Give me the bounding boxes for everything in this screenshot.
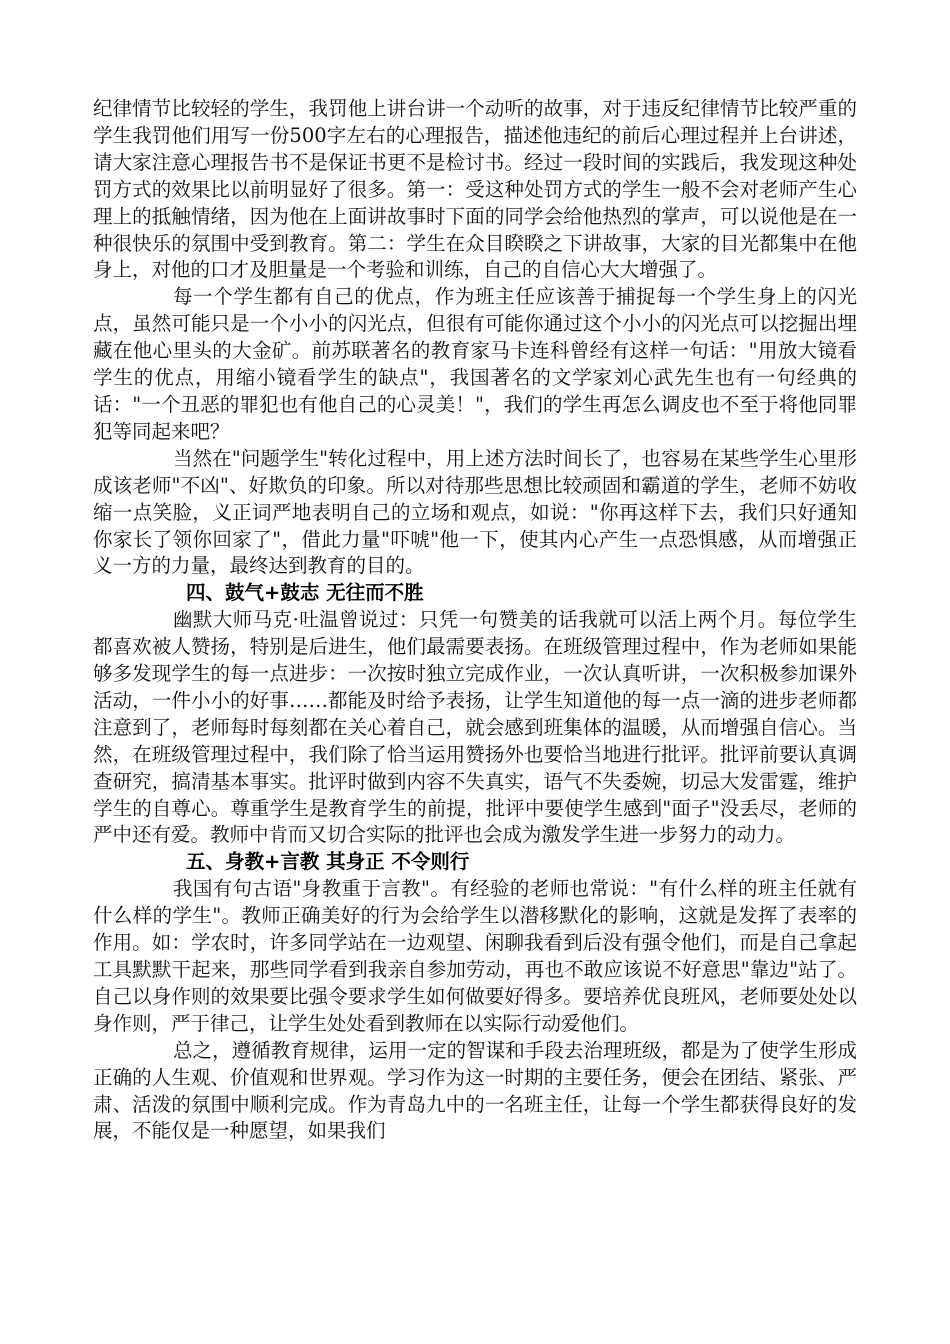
section-heading-4: 四、鼓气+鼓志 无往而不胜 xyxy=(186,581,424,605)
paragraph-5: 我国有句古语"身教重于言教"。有经验的老师也常说："有什么样的班主任就有什么样的学生"。教师正确美好的行为会给学生以潜移默化的影响，这就是发挥了表率的作用。如：学农时，许多同学站在一边观望、闲聊我看到后没有强令他们，而是自己拿起工具默默干起来，那些同学看到我亲自参加劳动，再也不敢应该说不好意思"靠边"站了。自己以身作则的效果要比强令要求学生如何做要好得多。要培养优良班风，老师要处处以身作则，严于律己，让学生处处看到教师在以实际行动爱他们。 xyxy=(93,877,857,1035)
paragraph-6: 总之，遵循教育规律，运用一定的智谋和手段去治理班级，都是为了使学生形成正确的人生观、价值观和世界观。学习作为这一时期的主要任务，便会在团结、紧张、严肃、活泼的氛围中顺利完成。作为青岛九中的一名班主任，让每一个学生都获得良好的发展，不能仅是一种愿望，如果我们 xyxy=(93,1038,857,1143)
section-heading-5: 五、身教+言教 其身正 不令则行 xyxy=(186,850,470,874)
paragraph-3: 当然在"问题学生"转化过程中，用上述方法时间长了，也容易在某些学生心里形成该老师"不凶"、好欺负的印象。所以对待那些思想比较顽固和霸道的学生，老师不妨收缩一点笑脸，义正词严地表明自己的立场和观点，如说："你再这样下去，我们只好通知你家长了领你回家了"，借此力量"吓唬"他一下，使其内心产生一点恐惧感，从而增强正义一方的力量，最终达到教育的目的。 xyxy=(93,446,857,578)
paragraph-1: 纪律情节比较轻的学生，我罚他上讲台讲一个动听的故事，对于违反纪律情节比较严重的学生我罚他们用写一份500字左右的心理报告，描述他违纪的前后心理过程并上台讲述，请大家注意心理报告书不是保证书更不是检讨书。经过一段时间的实践后，我发现这种处罚方式的效果比以前明显好了很多。第一：受这种处罚方式的学生一般不会对老师产生心理上的抵触情绪，因为他在上面讲故事时下面的同学会给他热烈的掌声，可以说他是在一种很快乐的氛围中受到教育。第二：学生在众目睽睽之下讲故事，大家的目光都集中在他身上，对他的口才及胆量是一个考验和训练，自己的自信心大大增强了。 xyxy=(93,97,857,282)
paragraph-4: 幽默大师马克·吐温曾说过：只凭一句赞美的话我就可以活上两个月。每位学生都喜欢被人赞扬，特别是后进生，他们最需要表扬。在班级管理过程中，作为老师如果能够多发现学生的每一点进步：一次按时独立完成作业，一次认真听讲，一次积极参加课外活动，一件小小的好事……都能及时给予表扬，让学生知道他的每一点一滴的进步老师都注意到了，老师每时每刻都在关心着自己，就会感到班集体的温暖，从而增强自信心。当然，在班级管理过程中，我们除了恰当运用赞扬外也要恰当地进行批评。批评前要认真调查研究，搞清基本事实。批评时做到内容不失真实，语气不失委婉，切忌大发雷霆，维护学生的自尊心。尊重学生是教育学生的前提，批评中要使学生感到"面子"没丢尽，老师的严中还有爱。教师中肯而又切合实际的批评也会成为激发学生进一步努力的动力。 xyxy=(93,608,857,847)
document-page xyxy=(93,96,857,1145)
paragraph-2: 每一个学生都有自己的优点，作为班主任应该善于捕捉每一个学生身上的闪光点，虽然可能只是一个小小的闪光点，但很有可能你通过这个小小的闪光点可以挖掘出埋藏在他心里头的大金矿。前苏联著名的教育家马卡连科曾经有这样一句话："用放大镜看学生的优点，用缩小镜看学生的缺点"，我国著名的文学家刘心武先生也有一句经典的话："一个丑恶的罪犯也有他自己的心灵美！"，我们的学生再怎么调皮也不至于将他同罪犯等同起来吧？ xyxy=(93,285,857,443)
